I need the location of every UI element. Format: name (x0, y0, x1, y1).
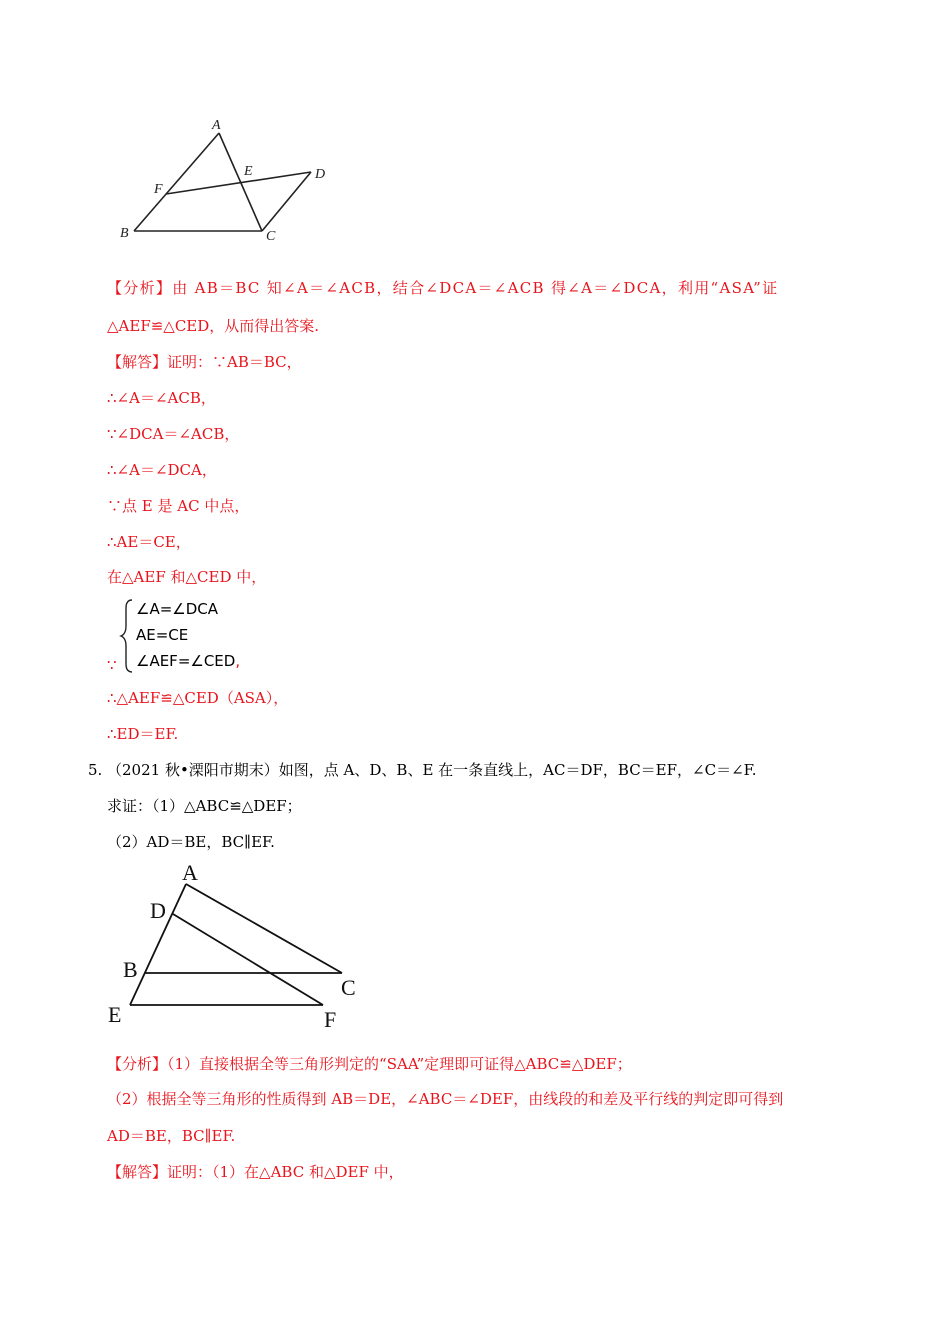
figure2-label-D: D (150, 898, 166, 923)
solution-2-text: 证明：（1）在△ABC 和△DEF 中， (167, 1163, 404, 1181)
figure2-label-C: C (341, 975, 356, 1000)
system-row-1: ∠A=∠DCA (136, 600, 219, 618)
figure1-label-C: C (266, 229, 276, 244)
system-row-3-text: ∠AEF=∠CED (136, 652, 236, 670)
solution-1-step-4: ∵点 E 是 AC 中点， (107, 497, 250, 515)
segment-AE (130, 884, 186, 1005)
analysis-2-tag: 【分析】 (107, 1055, 168, 1073)
segment-AC (186, 884, 342, 973)
problem-5-number: 5. (88, 761, 103, 779)
solution-1-step-5: ∴AE＝CE， (107, 533, 191, 551)
solution-1-intro: 证明：∵AB＝BC， (167, 353, 302, 371)
figure1-label-F: F (154, 182, 163, 197)
problem-5-statement: （2021 秋•溧阳市期末）如图，点 A、D、B、E 在一条直线上，AC＝DF，BC＝EF，∠C＝∠F. (107, 761, 757, 779)
figure2-label-E: E (108, 1002, 122, 1027)
analysis-2-text-1: （1）直接根据全等三角形判定的“SAA”定理即可证得△ABC≌△DEF； (167, 1055, 632, 1073)
analysis-1-line-1 (107, 278, 778, 298)
figure1-label-E: E (244, 164, 253, 179)
system-row-2: AE=CE (136, 626, 189, 644)
solution-1-intro-line (107, 352, 302, 372)
analysis-2-line-3: AD＝BE，BC∥EF. (107, 1127, 236, 1145)
figure2-label-F: F (324, 1007, 337, 1032)
solution-1-step-1: ∴∠A＝∠ACB， (107, 389, 216, 407)
analysis-2-line-2: （2）根据全等三角形的性质得到 AB＝DE，∠ABC＝∠DEF，由线段的和差及平行线的判定即可得到 (107, 1090, 784, 1108)
segment-DF (173, 914, 323, 1005)
analysis-2-line-1 (107, 1054, 632, 1074)
because-symbol: ∵ (107, 656, 117, 674)
figure1-label-D: D (315, 167, 326, 182)
solution-2-line (107, 1162, 404, 1182)
system-row-3 (136, 652, 240, 670)
solution-1-conclusion-1: ∴△AEF≌△CED（ASA）， (107, 689, 289, 707)
system-row-3-comma: , (235, 652, 241, 670)
solution-1-tag: 【解答】 (107, 353, 168, 371)
figure2-label-A: A (182, 860, 198, 885)
problem-5-part-1: 求证：（1）△ABC≌△DEF； (107, 797, 302, 815)
segment-DC (262, 172, 311, 231)
solution-2-tag: 【解答】 (107, 1163, 168, 1181)
analysis-1-tag: 【分析】 (107, 279, 173, 297)
analysis-1-line-2: △AEF≌△CED，从而得出答案. (107, 317, 320, 335)
figure2-label-B: B (123, 957, 138, 982)
segment-AC (219, 133, 262, 231)
figure1-label-B: B (120, 226, 129, 241)
segment-FD (166, 172, 311, 194)
solution-1-step-6: 在△AEF 和△CED 中， (107, 568, 267, 586)
solution-1-step-2: ∵∠DCA＝∠ACB， (107, 425, 240, 443)
problem-5-part-2: （2）AD＝BE，BC∥EF. (107, 833, 275, 851)
analysis-1-text-1: 由 AB＝BC 知∠A＝∠ACB，结合∠DCA＝∠ACB 得∠A＝∠DCA，利用“ASA”证 (172, 279, 779, 297)
solution-1-conclusion-2: ∴ED＝EF. (107, 725, 179, 743)
figure1-label-A: A (212, 118, 221, 133)
solution-1-step-3: ∴∠A＝∠DCA， (107, 461, 217, 479)
segment-AB (134, 133, 219, 231)
